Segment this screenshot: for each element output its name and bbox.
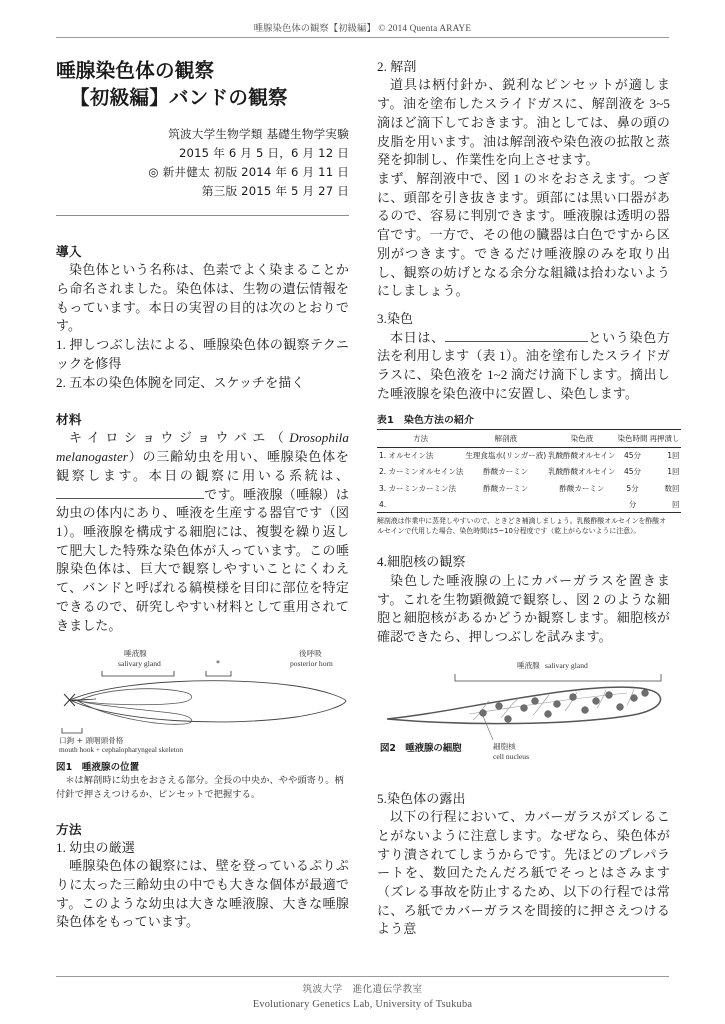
table-cell-stain: 酢酸カーミン bbox=[559, 483, 605, 493]
figure-2-bracket-salivary bbox=[455, 674, 661, 681]
table-cell-dissection: 生理食塩水(リンガー液) bbox=[465, 451, 547, 461]
table-cell-method: 1. オルセイン法 bbox=[379, 451, 434, 461]
page-footer bbox=[56, 981, 669, 1010]
method-step-4-body: 染色した唾液腺の上にカバーガラスを置きます。これを生物顕微鏡で観察し、図 2 のような細胞と細胞核があるかどうか観察します。細胞核が確認できたら、押しつぶしを試みます。 bbox=[377, 572, 670, 644]
table-header-row bbox=[377, 430, 681, 447]
table-col-header-dissection: 解剖液 bbox=[464, 430, 547, 447]
meta-edition: 第三版 2015 年 5 月 27 日 bbox=[201, 184, 349, 199]
left-column bbox=[56, 58, 349, 966]
table-cell-repress: 1回 bbox=[667, 467, 680, 477]
meta-course: 筑波大学生物学類 基礎生物学実験 bbox=[168, 126, 349, 141]
meta-dates: 2015 年 6 月 5 日，6 月 12 日 bbox=[178, 145, 349, 160]
table-cell-repress[interactable]: 回 bbox=[648, 496, 681, 513]
method-step-2-title: 2. 解剖 bbox=[377, 59, 417, 74]
figure-1-salivary-label-en: salivary gland bbox=[118, 659, 161, 669]
figure-1-posterior-label-en: posterior horn bbox=[290, 659, 333, 669]
figure-2-gland-diagram bbox=[377, 656, 670, 768]
method-step-5-body: 以下の行程において、カバーガラスがズレることがないように注意します。なぜなら、染色体がすり潰されてしまうからです。先ほどのプレパラートを、数回たたんだろ紙でそっとはさみます（ズレる事故を防止するため、以下の行程では常に、ろ紙でカバーガラスを間接的に押さえつけるよう意 bbox=[377, 809, 670, 937]
materials-text-a: キイロショウジョウバエ（ bbox=[69, 430, 290, 446]
meta-author: ◎ 新井健太 初版 2014 年 6 月 11 日 bbox=[148, 165, 349, 180]
table-cell-stain: 乳酸酢酸オルセイン bbox=[548, 467, 616, 477]
intro-item-2: 2. 五本の染色体腕を同定、スケッチを描く bbox=[56, 374, 305, 390]
title-line-2: 【初級編】バンドの観察 bbox=[70, 85, 288, 109]
table-row bbox=[377, 496, 681, 513]
figure-1-posterior-label-jp: 後呼吸 bbox=[299, 649, 322, 659]
table-cell-stain: 乳酸酢酸オルセイン bbox=[548, 451, 616, 461]
figure-1-mouth-label-jp: 口鉤 + 頭咽頭骨格 bbox=[59, 736, 124, 746]
table-cell-time: 5分 bbox=[626, 483, 639, 493]
title-line-1: 唾腺染色体の観察 bbox=[56, 59, 215, 82]
footer-divider bbox=[56, 976, 669, 977]
title-metadata bbox=[56, 125, 349, 202]
figure-1-caption-body: ＊は解剖時に幼虫をおさえる部分。全長の中央か、やや頭寄り。柄付針で押さえつけるか、ピンセットで把握する。 bbox=[56, 775, 344, 801]
figure-1-caption-title: 図1 唾液腺の位置 bbox=[56, 762, 140, 774]
method-step-3-text-a: 本日は、 bbox=[390, 329, 445, 345]
table-col-header-stain: 染色液 bbox=[547, 430, 616, 447]
table-cell-time[interactable]: 分 bbox=[616, 496, 648, 513]
page-title bbox=[56, 58, 349, 112]
table-col-header-time: 染色時間 bbox=[616, 430, 648, 447]
figure-2-nucleus-leader-line bbox=[483, 716, 493, 740]
table-cell-repress: 1回 bbox=[667, 451, 680, 461]
stain-method-fill-in-blank[interactable] bbox=[445, 341, 588, 342]
figure-2-salivary-label-en: salivary gland bbox=[545, 660, 588, 670]
figure-1-mouth-hook-wedge bbox=[72, 699, 96, 701]
table-cell-dissection: 酢酸カーミン bbox=[483, 483, 529, 493]
footer-lab-en: Evolutionary Genetics Lab, University of Tsukuba bbox=[252, 999, 473, 1010]
method-step-4-title: 4.細胞核の観察 bbox=[377, 554, 466, 570]
figure-2 bbox=[377, 656, 670, 773]
method-step-2-body-1: 道具は柄付針か、鋭利なピンセットが適します。油を塗布したスライドガスに、解剖液を 3~5 滴ほど滴下しておきます。油としては、鼻の頭の皮脂を用います。油は解剖液や染色液の拡散と蒸発を抑制し、作業性を向上させます。 bbox=[377, 77, 670, 168]
figure-2-nucleus-label-jp: 細胞核 bbox=[493, 741, 516, 751]
figure-1-bracket-asterisk bbox=[206, 671, 231, 676]
two-column-layout bbox=[56, 58, 680, 966]
method-step-2-body-2: まず、解剖液中で、図 1 の＊をおさえます。つぎに、頭部を引き抜きます。頭部には黒い口器があるので、容易に判別できます。唾液腺は透明の器官です。一方で、その他の臓器は白色ですから区別がつきます。できるだけ唾液腺のみを取り出し、観察の妨げとなる余分な組織は拾わないようにしましょう。 bbox=[377, 171, 670, 299]
section-heading-materials: 材料 bbox=[56, 412, 82, 428]
figure-1 bbox=[56, 644, 349, 802]
section-heading-method: 方法 bbox=[56, 821, 82, 837]
method-step-5-title: 5.染色体の露出 bbox=[377, 790, 466, 806]
method-step-3-title: 3.染色 bbox=[377, 311, 414, 327]
intro-paragraph: 染色体という名称は、色素でよく染まることから命名されました。染色体は、生物の遺伝情報をもっています。本日の実習の目的は次のとおりです。 bbox=[56, 262, 349, 334]
method-step-1-title: 1. 幼虫の厳選 bbox=[56, 839, 135, 855]
figure-2-salivary-label-jp: 唾液腺 bbox=[517, 660, 540, 670]
table-col-header-repress: 再押潰し bbox=[648, 430, 681, 447]
table-cell-method: 2. カーミンオルセイン法 bbox=[379, 467, 464, 477]
table-cell-method: 3. カーミンカーミン法 bbox=[379, 483, 457, 493]
figure-1-bracket-salivary bbox=[102, 671, 174, 676]
stain-methods-table bbox=[377, 429, 681, 513]
table-1-block bbox=[377, 412, 680, 536]
table-cell-dissection[interactable] bbox=[464, 496, 547, 513]
table-cell-repress: 数回 bbox=[664, 483, 680, 493]
table-col-header-method: 方法 bbox=[377, 430, 464, 447]
figure-1-salivary-label-jp: 唾液腺 bbox=[124, 649, 147, 659]
table-cell-method[interactable]: 4. bbox=[377, 496, 464, 513]
table-1-title: 表1 染色方法の紹介 bbox=[377, 415, 474, 427]
materials-paragraph bbox=[56, 429, 349, 635]
figure-2-nuclei bbox=[480, 689, 649, 722]
table-row bbox=[377, 464, 681, 480]
materials-text-b: ）の三齢幼虫を用い、唾腺染色体を観察します。本日の観察に用いる系統は、 bbox=[56, 449, 349, 483]
intro-item-1: 1. 押しつぶし法による、唾腺染色体の観察テクニックを修得 bbox=[56, 337, 349, 371]
table-cell-time: 45分 bbox=[623, 451, 641, 461]
method-step-3-text-b: という染色方法を利用します（表 1）。油を塗布したスライドガラスに、染色液を 1~2 滴だけ滴下します。摘出した唾液腺を染色液中に安置し、染色します。 bbox=[377, 329, 670, 401]
figure-1-asterisk-label: * bbox=[216, 659, 220, 669]
header-divider bbox=[56, 37, 669, 38]
figure-2-caption-title: 図2 唾液腺の細胞 bbox=[380, 742, 462, 754]
table-cell-stain[interactable] bbox=[547, 496, 616, 513]
figure-1-bracket-mouth bbox=[62, 728, 82, 733]
table-cell-dissection: 酢酸カーミン bbox=[483, 467, 529, 477]
table-row bbox=[377, 447, 681, 464]
footer-lab-jp: 筑波大学 進化遺伝学教室 bbox=[302, 984, 423, 995]
table-cell-time: 45分 bbox=[623, 467, 641, 477]
table-row bbox=[377, 480, 681, 496]
figure-2-nucleus-label-en: cell nucleus bbox=[493, 751, 530, 761]
method-step-1-body: 唾腺染色体の観察には、壁を登っているぷりぷりに太った三齢幼虫の中でも大きな個体が最適です。このような幼虫は大きな唾液腺、大きな唾腺染色体をもっています。 bbox=[56, 858, 349, 930]
figure-1-larva-diagram bbox=[56, 644, 349, 754]
species-name: Drosophila melanogaster bbox=[56, 430, 349, 465]
strain-fill-in-blank[interactable] bbox=[56, 498, 204, 499]
method-step-3-body bbox=[377, 329, 670, 404]
right-column bbox=[377, 58, 680, 966]
materials-text-c: です。唾液腺（唾線）は幼虫の体内にあり、唾液を生産する器官です（図 1）。唾液腺を構成する細胞には、複製を繰り返して肥大した特殊な染色体が入っています。この唾腺染色体は、巨大で観察しやすいことにくわえて、バンドと呼ばれる縞模様を目印に部位を特定できるので、研究しやすい材料として重用されてきました。 bbox=[56, 486, 349, 633]
section-heading-intro: 導入 bbox=[56, 244, 82, 260]
figure-1-mouth-label-en: mouth hook + cephalopharyngeal skeleton bbox=[59, 745, 184, 755]
figure-1-larva-outline bbox=[70, 681, 346, 722]
running-header: 唾腺染色体の観察【初級編】 © 2014 Quenta ARAYE bbox=[253, 23, 472, 33]
figure-1-gland-lobe-upper bbox=[78, 689, 192, 705]
table-1-note: 解剖液は作業中に蒸発しやすいので、ときどき補滴しましょう。乳酸酢酸オルセインを酢酸オルセインで代用した場合、染色時間は5~10分程度です（乾上がらないように注意）。 bbox=[377, 517, 667, 536]
